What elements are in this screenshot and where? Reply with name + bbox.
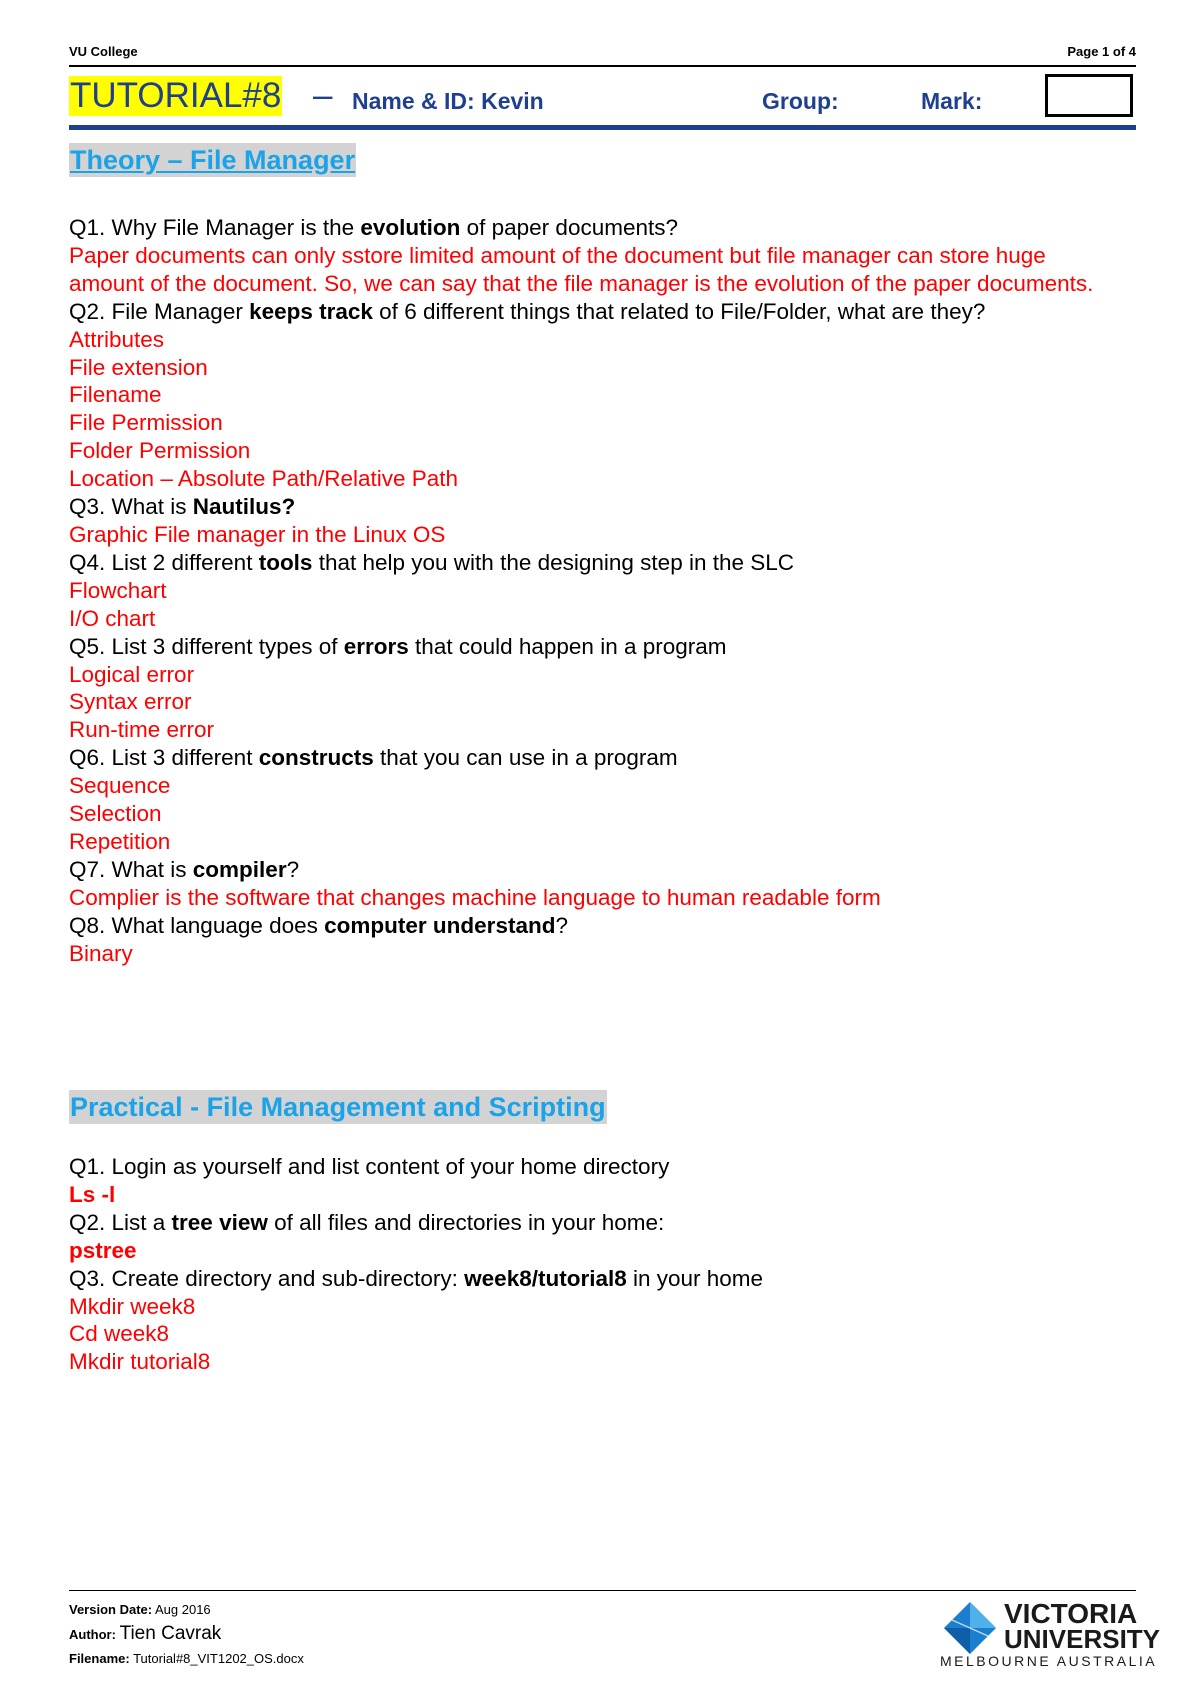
theory-q6: Q6. List 3 different constructs that you can use in a program	[69, 745, 678, 771]
theory-q2: Q2. File Manager keeps track of 6 different things that related to File/Folder, what are they?	[69, 298, 986, 324]
org-name: VU College	[69, 44, 138, 59]
theory-q5-answer: Run-time error	[69, 717, 215, 743]
theory-q6-answer: Sequence	[69, 773, 171, 799]
theory-q2-answer: Folder Permission	[69, 438, 251, 464]
logo-line-1: VICTORIA	[1004, 1598, 1138, 1629]
theory-q2-answer: File extension	[69, 354, 208, 380]
vu-diamond-icon	[944, 1602, 996, 1654]
practical-q3-answer: Mkdir week8	[69, 1293, 196, 1319]
header-rule	[69, 65, 1136, 67]
theory-heading: Theory – File Manager	[70, 145, 356, 175]
name-id-label: Name & ID: Kevin	[352, 88, 544, 114]
theory-q3-answer: Graphic File manager in the Linux OS	[69, 521, 446, 547]
title-row	[69, 72, 1136, 126]
theory-q2-answer: Attributes	[69, 326, 165, 352]
theory-content	[69, 214, 1136, 967]
theory-q1: Q1. Why File Manager is the evolution of paper documents?	[69, 215, 678, 240]
title-rule	[69, 125, 1136, 130]
theory-q4: Q4. List 2 different tools that help you with the designing step in the SLC	[69, 549, 795, 575]
theory-q5-answer: Logical error	[69, 661, 195, 687]
page-footer	[69, 1598, 304, 1671]
theory-q4-answer: I/O chart	[69, 605, 156, 631]
footer-rule	[69, 1590, 1136, 1591]
theory-q3: Q3. What is Nautilus?	[69, 494, 296, 520]
theory-q5: Q5. List 3 different types of errors that could happen in a program	[69, 633, 727, 659]
practical-q2-answer: pstree	[69, 1237, 137, 1263]
theory-q2-answer: Filename	[69, 382, 162, 408]
practical-q3-answer: Mkdir tutorial8	[69, 1349, 211, 1375]
page-header	[69, 44, 1136, 59]
victoria-university-logo	[940, 1594, 1161, 1669]
title-dash: –	[313, 76, 333, 115]
theory-q6-answer: Selection	[69, 801, 162, 827]
group-label: Group:	[762, 88, 839, 114]
logo-line-2: UNIVERSITY	[1004, 1624, 1161, 1654]
tutorial-title: TUTORIAL#8	[70, 76, 282, 115]
practical-heading: Practical - File Management and Scripting	[70, 1092, 606, 1122]
mark-box	[1045, 74, 1133, 117]
practical-q3-answer: Cd week8	[69, 1321, 170, 1347]
theory-q6-answer: Repetition	[69, 828, 171, 854]
author: Author: Tien Cavrak	[69, 1623, 222, 1644]
practical-q1: Q1. Login as yourself and list content of your home directory	[69, 1154, 670, 1179]
theory-q4-answer: Flowchart	[69, 577, 167, 603]
mark-label: Mark:	[921, 88, 983, 114]
theory-q5-answer: Syntax error	[69, 689, 192, 715]
filename: Filename: Tutorial#8_VIT1202_OS.docx	[69, 1651, 304, 1666]
theory-q8: Q8. What language does computer understand?	[69, 912, 568, 938]
practical-q3: Q3. Create directory and sub-directory: week8/tutorial8 in your home	[69, 1265, 764, 1291]
theory-q7-answer: Complier is the software that changes machine language to human readable form	[69, 884, 881, 910]
theory-q2-answer: Location – Absolute Path/Relative Path	[69, 466, 459, 492]
theory-q8-answer: Binary	[69, 940, 133, 966]
theory-q2-answer: File Permission	[69, 410, 223, 436]
page-number: Page 1 of 4	[1067, 44, 1136, 59]
logo-line-3: MELBOURNE AUSTRALIA	[940, 1653, 1158, 1669]
practical-q2: Q2. List a tree view of all files and directories in your home:	[69, 1209, 665, 1235]
practical-q1-answer: Ls -l	[69, 1181, 116, 1207]
practical-content	[69, 1153, 1136, 1376]
version-date: Version Date: Aug 2016	[69, 1602, 211, 1617]
theory-q1-answer: Paper documents can only sstore limited amount of the document but file manager can store huge amount of the document. So, we can say that the file manager is the evolution of the paper documents.	[69, 242, 1094, 296]
theory-q7: Q7. What is compiler?	[69, 856, 300, 882]
